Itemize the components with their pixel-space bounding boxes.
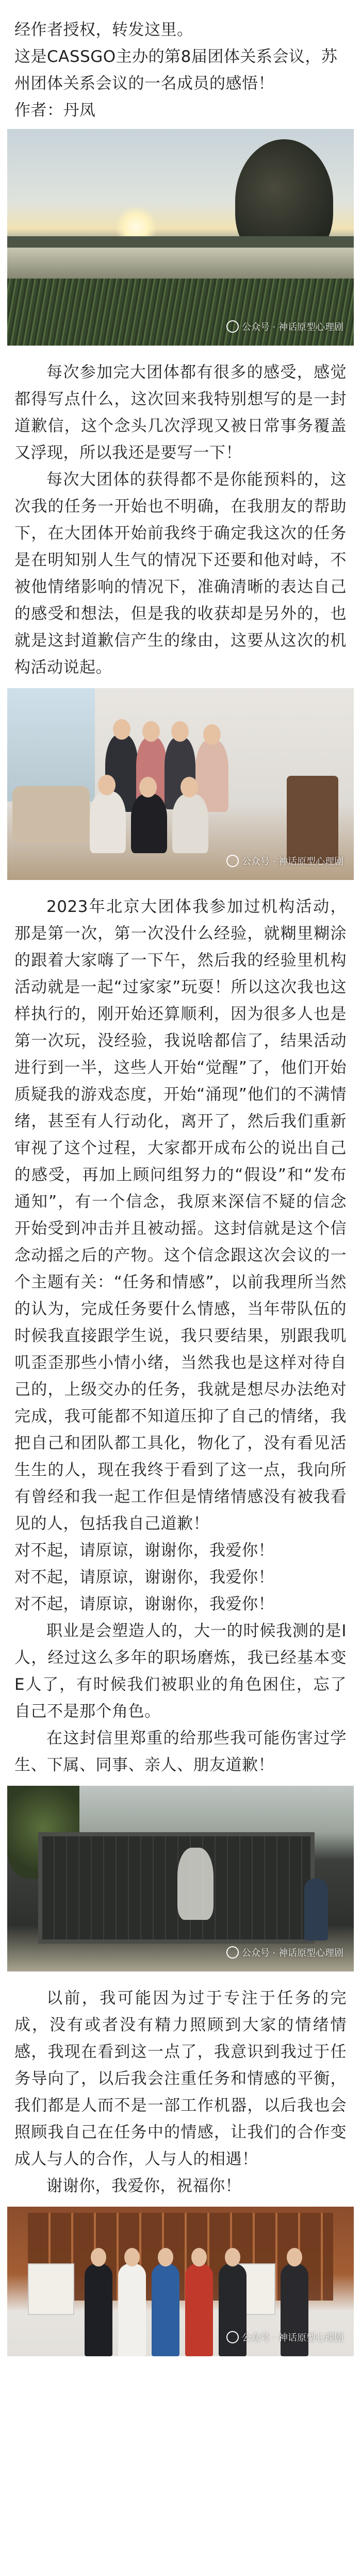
watermark-text: 公众号 · 神话原型心理剧 <box>241 2333 343 2343</box>
wechat-icon <box>226 1946 239 1959</box>
apology-line: 对不起，请原谅，谢谢你，我爱你！ <box>14 1541 274 1560</box>
wechat-icon <box>226 855 239 867</box>
paragraph: 在这封信里郑重的给那些我可能伤害过学生、下属、同事、亲人、朋友道歉！ <box>14 1729 347 1774</box>
watermark <box>226 854 343 868</box>
section-3 <box>0 1971 361 2207</box>
paragraph: 职业是会塑造人的，大一的时候我测的是I人，经过这么多年的职场磨炼，我已经基本变E人了，有时候我们被职业的角色困住，忘了自己不是那个角色。 <box>14 1622 347 1721</box>
apology-line: 对不起，请原谅，谢谢你，我爱你！ <box>14 1568 274 1587</box>
conference-note: 这是CASSGO主办的第8届团体关系会议，苏州团体关系会议的一名成员的感悟！ <box>14 47 338 93</box>
section-1 <box>0 346 361 688</box>
photo-group-indoor <box>7 688 354 880</box>
watermark <box>226 1946 343 1959</box>
watermark <box>226 2330 343 2344</box>
paragraph: 以前，我可能因为过于专注于任务的完成，没有或者没有精力照顾到大家的情绪情感，我现在看到这一点了，我意识到我过于任务导向了，以后我会注重任务和情感的平衡，我们都是人而不是一部工作机器，以后我也会照顾我自己在任务中的情感，让我们的合作变成人与人的合作，人与人的相遇！ <box>14 1989 347 2169</box>
author-line: 作者：丹凤 <box>14 101 96 120</box>
watermark-text: 公众号 · 神话原型心理剧 <box>241 856 343 867</box>
paragraph: 2023年北京大团体我参加过机构活动，那是第一次，第一次没什么经验，就糊里糊涂的跟着大家嗨了一下午，然后我的经验里机构活动就是一起“过家家”玩耍！所以这次我也这样执行的，刚开始还算顺利，因为很多人也是第一次玩，没经验，我说啥都信了，结果活动进行到一半，这些人开始“觉醒”了，他们开始质疑我的游戏态度，开始“涌现”他们的不满情绪，甚至有人行动化，离开了，然后我们重新审视了这个过程，大家都开成布公的说出自己的感受，再加上顾问组努力的“假设”和“发布通知”，有一个信念，我原来深信不疑的信念开始受到冲击并且被动摇。这封信就是这个信念动摇之后的产物。这个信念跟这次会议的一个主题有关：“任务和情感”，以前我理所当然的认为，完成任务要什么情感，当年带队伍的时候我直接跟学生说，我只要结果，别跟我叽叽歪歪那些小情小绪，当然我也是这样对待自己的，上级交办的任务，我就是想尽办法绝对完成，我可能都不知道压抑了自己的情绪，我把自己和团队都工具化，物化了，没有看见活生生的人，现在我终于看到了这一点，我向所有曾经和我一起工作但是情绪情感没有被我看见的人，包括我自己道歉！ <box>14 898 347 1533</box>
watermark-text: 公众号 · 神话原型心理剧 <box>241 322 343 333</box>
section-2 <box>0 880 361 1786</box>
paragraph: 每次大团体的获得都不是你能预料的，这次我的任务一开始也不明确，在我朋友的帮助下，在大团体开始前我终于确定我这次的任务是在明知别人生气的情况下还要和他对峙，不被他情绪影响的情况下，准确清晰的表达自己的感受和想法，但是我的收获却是另外的，也就是这封道歉信产生的缘由，这要从这次的机构活动说起。 <box>14 470 347 677</box>
closing-line: 谢谢你，我爱你，祝福你！ <box>46 2177 241 2195</box>
wechat-icon <box>226 2331 239 2343</box>
watermark-text: 公众号 · 神话原型心理剧 <box>241 1948 343 1959</box>
article-intro <box>0 0 361 129</box>
photo-stone-wall <box>7 1786 354 1971</box>
authorization-note: 经作者授权，转发这里。 <box>14 21 193 39</box>
paragraph: 每次参加完大团体都有很多的感受，感觉都得写点什么，这次回来我特别想写的是一封道歉信，这个念头几次浮现又被日常事务覆盖又浮现，所以我还是要写一下！ <box>14 363 347 462</box>
watermark <box>226 320 343 333</box>
wechat-icon <box>226 320 239 333</box>
photo-group-certificates <box>7 2207 354 2356</box>
apology-line: 对不起，请原谅，谢谢你，我爱你！ <box>14 1595 274 1613</box>
photo-lake-sunset <box>7 129 354 346</box>
